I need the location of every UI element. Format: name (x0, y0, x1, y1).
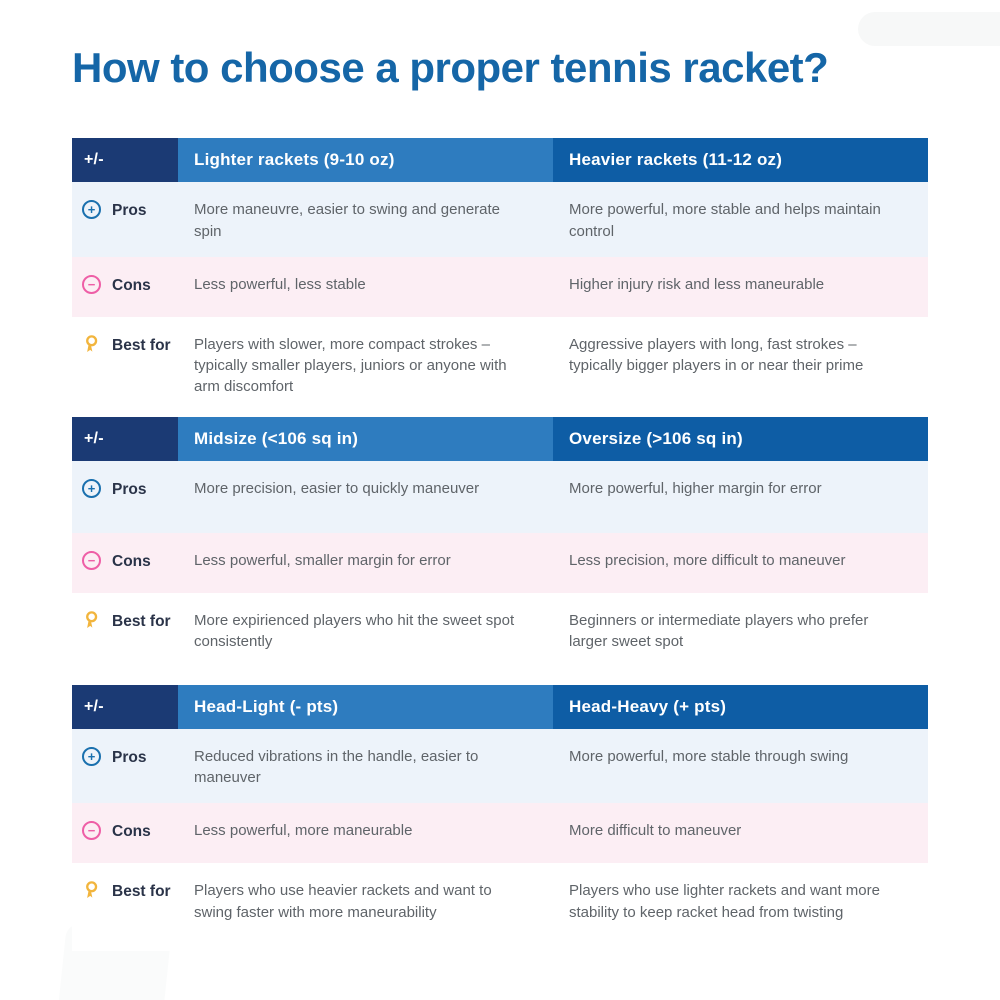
header-corner-label: +/- (84, 151, 104, 169)
row-label-cell (72, 593, 178, 681)
best-for-row (72, 863, 928, 951)
header-col-left (178, 138, 553, 182)
best-right-cell: Players who use lighter rackets and want more stability to keep racket head from twisting (569, 882, 880, 921)
row-label-cell (72, 257, 178, 317)
header-col-left-label: Head-Light (- pts) (194, 696, 339, 716)
row-label-cell (72, 729, 178, 804)
header-col-right (553, 417, 928, 461)
row-label: Pros (112, 480, 147, 498)
cons-left-cell: Less powerful, more maneurable (194, 822, 413, 840)
header-col-right-label: Head-Heavy (+ pts) (569, 696, 727, 716)
plus-circle-icon: + (82, 747, 101, 766)
page-title: How to choose a proper tennis racket? (72, 44, 829, 91)
pros-row (72, 461, 928, 533)
comparison-table-head-size (72, 417, 928, 681)
decorative-watermark-top-right (858, 12, 1000, 46)
plus-circle-icon: + (82, 200, 101, 219)
row-label: Pros (112, 202, 147, 220)
row-label-cell (72, 533, 178, 593)
table-header (72, 685, 928, 729)
cons-row (72, 257, 928, 317)
best-left-cell: More expirienced players who hit the sweet spot consistently (194, 611, 515, 651)
row-label-cell (72, 803, 178, 863)
plus-circle-icon: + (82, 479, 101, 498)
pros-left-cell: More maneuvre, easier to swing and generate spin (194, 201, 501, 240)
best-left-cell: Players with slower, more compact strokes – typically smaller players, juniors or anyone with arm discomfort (194, 335, 507, 396)
cons-right-cell: Less precision, more difficult to maneuver (569, 551, 846, 569)
row-label-cell (72, 182, 178, 257)
best-right-cell: Aggressive players with long, fast strokes – typically bigger players in or near their prime (569, 335, 864, 375)
best-for-row (72, 317, 928, 413)
header-corner-label: +/- (84, 429, 104, 447)
header-corner-cell (72, 138, 178, 182)
header-col-left (178, 417, 553, 461)
cons-right-cell: More difficult to maneuver (569, 822, 742, 840)
pros-left-cell: Reduced vibrations in the handle, easier to maneuver (194, 747, 479, 787)
cons-right-cell: Higher injury risk and less maneurable (569, 275, 825, 293)
table-header (72, 417, 928, 461)
cons-left-cell: Less powerful, less stable (194, 275, 366, 293)
header-col-left (178, 685, 553, 729)
header-col-left-label: Lighter rackets (9-10 oz) (194, 150, 395, 170)
header-col-right (553, 685, 928, 729)
table-header (72, 138, 928, 182)
pros-row (72, 729, 928, 804)
minus-circle-icon: − (82, 821, 101, 840)
cons-left-cell: Less powerful, smaller margin for error (194, 551, 451, 569)
row-label: Best for (112, 883, 171, 901)
award-ribbon-icon (82, 880, 101, 902)
award-ribbon-icon (82, 610, 101, 632)
row-label-cell (72, 461, 178, 533)
minus-circle-icon: − (82, 551, 101, 570)
best-right-cell: Beginners or intermediate players who prefer larger sweet spot (569, 611, 869, 651)
header-corner-label: +/- (84, 697, 104, 715)
row-label-cell (72, 863, 178, 951)
header-col-right-label: Heavier rackets (11-12 oz) (569, 150, 783, 170)
cons-row (72, 533, 928, 593)
content-area (0, 44, 1000, 951)
pros-right-cell: More powerful, more stable and helps maintain control (569, 201, 881, 240)
pros-right-cell: More powerful, more stable through swing (569, 747, 849, 765)
best-left-cell: Players who use heavier rackets and want to swing faster with more maneurability (194, 882, 492, 921)
pros-row (72, 182, 928, 257)
header-col-left-label: Midsize (<106 sq in) (194, 428, 359, 448)
header-col-right-label: Oversize (>106 sq in) (569, 428, 743, 448)
header-corner-cell (72, 685, 178, 729)
row-label: Pros (112, 748, 147, 766)
row-label-cell (72, 317, 178, 413)
row-label: Best for (112, 612, 171, 630)
header-col-right (553, 138, 928, 182)
row-label: Cons (112, 552, 151, 570)
pros-left-cell: More precision, easier to quickly maneuver (194, 479, 480, 497)
row-label: Cons (112, 823, 151, 841)
minus-circle-icon: − (82, 275, 101, 294)
award-ribbon-icon (82, 334, 101, 356)
row-label: Cons (112, 276, 151, 294)
pros-right-cell: More powerful, higher margin for error (569, 479, 822, 497)
cons-row (72, 803, 928, 863)
comparison-table-weight (72, 138, 928, 412)
header-corner-cell (72, 417, 178, 461)
row-label: Best for (112, 336, 171, 354)
best-for-row (72, 593, 928, 681)
comparison-table-balance (72, 685, 928, 952)
